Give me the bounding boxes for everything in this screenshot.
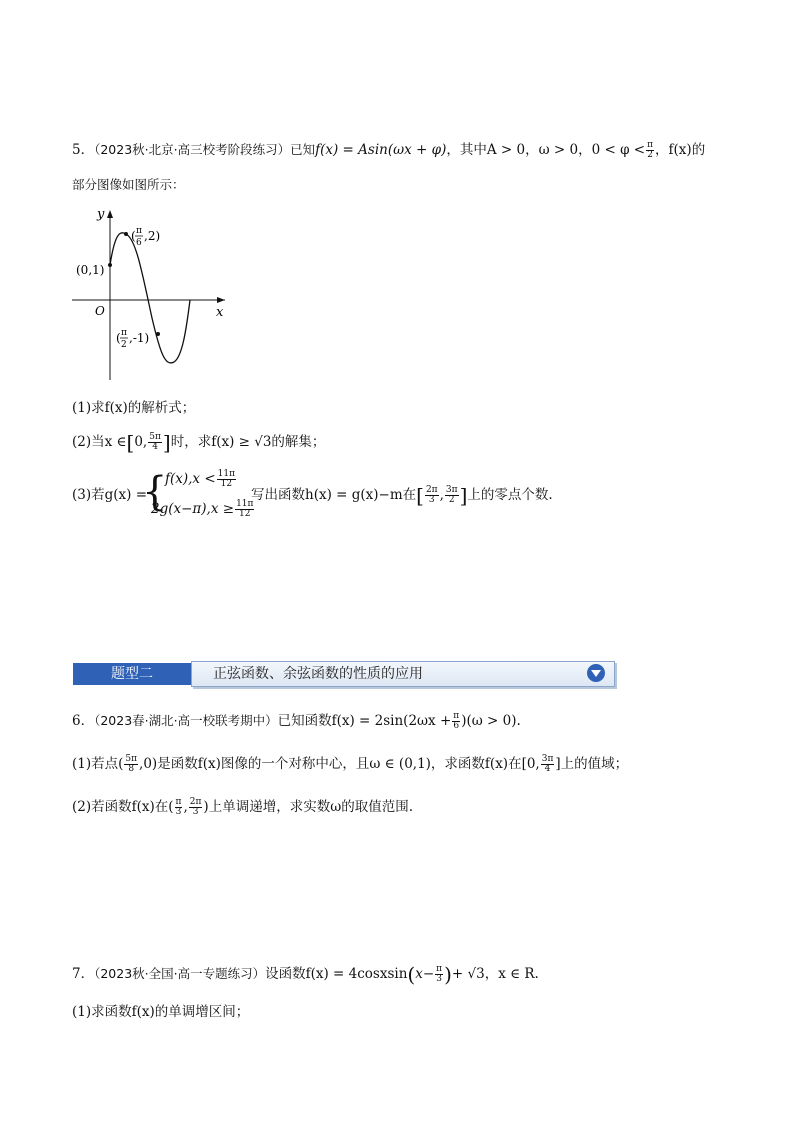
q6-part2-b: )上单调递增，求实数ω的取值范围. (203, 799, 413, 815)
q6-part2-frac2: $\frac{2\pi}{3}$ (189, 797, 202, 817)
q5-line1 (72, 140, 705, 160)
q6-part2-frac1: $\frac{\pi}{3}$ (175, 797, 182, 817)
half-label-two: 2 (121, 340, 127, 350)
q5-case2-text: 2g(x−π),x ≥ (151, 501, 235, 517)
banner-title: 正弦函数、余弦函数的性质的应用 (213, 666, 423, 682)
q5-part3-lbracket: [ (416, 483, 424, 508)
q5-pi-over-2: $\frac{\pi}{2}$ (647, 140, 654, 160)
q6-number: 6． (72, 713, 95, 729)
q5-part2-rbracket: ] (162, 430, 171, 455)
q5-cond1: ，其中A > 0，ω > 0，0 < φ < (446, 142, 646, 158)
q6-part1-a: (1)若点( (72, 756, 124, 772)
half-label-pi: π (121, 328, 127, 338)
q7-pi-over-3: $\frac{\pi}{3}$ (436, 964, 443, 984)
collapse-chevron-icon[interactable] (587, 664, 605, 682)
q7-stem: 设函数f(x) = 4cosxsin (265, 966, 408, 982)
q6-pi-over-6: $\frac{\pi}{6}$ (453, 711, 460, 731)
q5-source: （2023秋·北京·高三校考阶段练习） (94, 142, 291, 157)
q5-part3-a: (3)若g(x) = (72, 487, 148, 503)
y-axis-arrow (107, 210, 113, 218)
q7-tail: + √3，x ∈ R. (451, 966, 539, 982)
q7-source: （2023秋·全国·高一专题练习） (94, 966, 266, 981)
q6-part1-frac2: $\frac{3\pi}{4}$ (541, 754, 554, 774)
q5-case1 (165, 469, 237, 489)
q5-case2-frac: $\frac{11\pi}{12}$ (236, 499, 254, 519)
q7-x-minus: x− (415, 966, 435, 982)
section-banner (73, 661, 616, 687)
q5-tail: ，f(x)的 (655, 142, 706, 158)
max-label-close: ,2) (144, 229, 161, 243)
max-label-open: ( (131, 229, 136, 243)
q6-part2-a: (2)若函数f(x)在( (72, 799, 174, 815)
piecewise-brace: { (142, 469, 168, 515)
q7-rparen: ) (444, 962, 452, 987)
q5-part2-b: 时，求f(x) ≥ √3的解集； (170, 434, 326, 450)
point-half (156, 332, 160, 336)
q5-part2-lbracket: [ (126, 430, 135, 455)
q5-part2-a: (2)当x ∈ (72, 434, 127, 450)
point-intercept (108, 263, 112, 267)
max-label-pi: π (136, 226, 142, 236)
q5-case1-text: f(x),x < (165, 471, 216, 487)
q6-source: （2023春·湖北·高一校联考期中） (94, 713, 278, 728)
q5-part2-zero: 0, (134, 434, 148, 450)
q6-stem: 已知函数f(x) = 2sin(2ωx + (277, 713, 452, 729)
q7-line1 (72, 964, 539, 985)
x-axis-arrow (217, 297, 225, 303)
q5-part2 (72, 432, 325, 453)
q6-part1-c: ]上的值域； (555, 756, 629, 772)
q5-func: f(x) = Asin(ωx + φ) (315, 142, 447, 158)
q5-stem: 已知 (290, 142, 316, 157)
q5-part3-rbracket: ] (459, 483, 468, 508)
chevron-down-icon (587, 664, 605, 682)
q5-part3-b: 写出函数h(x) = g(x)−m在[ $\frac{2\pi}{3}$ , $\frac{3\pi}{2}$ ]上的零点个数. (251, 483, 553, 508)
x-label: x (216, 305, 224, 320)
q5-graph (70, 202, 240, 382)
half-label-close: ,-1) (129, 331, 150, 345)
q5-part3-c: 上的零点个数. (467, 487, 553, 503)
q5-part2-frac: $\frac{5\pi}{4}$ (149, 432, 161, 452)
banner-label: 题型二 (73, 663, 191, 685)
q5-part3-frac1: $\frac{2\pi}{3}$ (425, 485, 438, 505)
q6-line1 (72, 711, 521, 731)
q6-tail: )(ω > 0). (461, 713, 521, 729)
half-label-open: ( (116, 331, 121, 345)
origin-label: O (95, 304, 105, 318)
max-label-six: 6 (136, 238, 142, 248)
q6-part1 (72, 754, 628, 774)
q6-part2: (2)若函数f(x)在( $\frac{\pi}{3}$ , $\frac{2\pi}{3}$ )上单调递增，求实数ω的取值范围. (72, 797, 413, 817)
point-max (124, 232, 128, 236)
y-label: y (97, 207, 105, 222)
q6-part1-frac1: $\frac{5\pi}{8}$ (125, 754, 138, 774)
q5-part1: (1)求f(x)的解析式； (72, 400, 196, 416)
q5-number: 5． (72, 142, 95, 158)
q7-lparen: ( (407, 962, 416, 987)
q5-part3-b-text: 写出函数h(x) = g(x)−m在 (251, 487, 417, 503)
q7-number: 7． (72, 966, 95, 982)
q6-part1-b: ,0)是函数f(x)图像的一个对称中心，且ω ∈ (0,1)，求函数f(x)在[0, (139, 756, 540, 772)
intercept-label: (0,1) (76, 263, 105, 277)
q5-case2 (151, 499, 255, 519)
q5-line2: 部分图像如图所示： (72, 177, 185, 192)
q5-part3-frac2: $\frac{3\pi}{2}$ (445, 485, 458, 505)
q5-case1-frac: $\frac{11\pi}{12}$ (217, 469, 236, 489)
q7-part1: (1)求函数f(x)的单调增区间； (72, 1004, 250, 1020)
